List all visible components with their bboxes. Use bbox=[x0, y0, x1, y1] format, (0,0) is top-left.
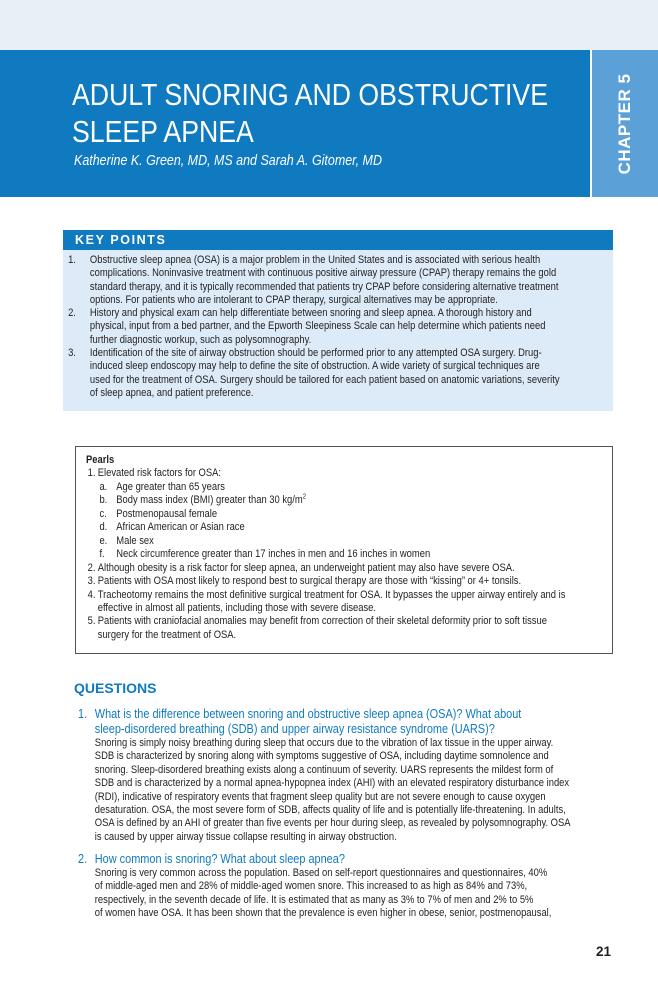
key-point: 2. History and physical exam can help differentiate between snoring and sleep apnea. A thorough history and physical, input from a bed partner, and the Epworth Sleepiness Scale can help determine which patients need further diagnostic workup, such as polysomnography. bbox=[68, 307, 546, 346]
risk-factor: b. Body mass index (BMI) greater than 30 $kg/m^2$ bbox=[99, 493, 306, 507]
chapter-title bbox=[72, 76, 571, 150]
chapter-label: CHAPTER 5 bbox=[615, 73, 634, 174]
key-point: 1. Obstructive sleep apnea (OSA) is a major problem in the United States and is associated with serious health complications. Noninvasive treatment with continuous positive airway pressure (CPAP) therapy remains the gold standard therapy, and it is typically recommended that patients try CPAP before considering alternative treatment options. For patients who are intolerant to CPAP therapy, surgical alternatives may be appropriate. bbox=[68, 254, 559, 306]
pearls-box bbox=[75, 446, 613, 654]
question-title: 1. What is the difference between snoring and obstructive sleep apnea (OSA)? What about sleep-disordered breathing (SDB) and upper airway resistance syndrome (UARS)? bbox=[78, 706, 522, 736]
question-answer: Snoring is simply noisy breathing during sleep that occurs due to the vibration of lax tissue in the upper airway. SDB is characterized by snoring along with symptoms suggestive of OSA, including daytime somnolence and snoring. Sleep-disordered breathing exists along a continuum of severity. UARS represents the mildest form of SDB and is characterized by a normal apnea-hypopnea index (AHI) with an elevated respiratory disturbance index (RDI), indicative of respiratory events that fragment sleep quality but are not severe enough to cause oxygen desaturation. OSA, the most severe form of SDB, affects quality of life and is potentially life-threatening. In adults, OSA is defined by an AHI of greater than five events per hour during sleep, as revealed by polysomnography. OSA is caused by upper airway tissue collapse resulting in airway obstruction. bbox=[94, 737, 571, 843]
chapter-tab bbox=[592, 50, 658, 197]
pearl-item: 4. Tracheotomy remains the most definitive surgical treatment for OSA. It bypasses the upper airway entirely and is effective in almost all patients, including those with severe disease. bbox=[87, 588, 566, 614]
question-2 bbox=[78, 851, 616, 921]
pearl-item: 2. Although obesity is a risk factor for sleep apnea, an underweight patient may also have severe OSA. bbox=[87, 561, 515, 574]
risk-factor: f. Neck circumference greater than 17 inches in men and 16 inches in women bbox=[99, 548, 431, 561]
risk-factor: d. African American or Asian race bbox=[99, 521, 245, 534]
risk-factor: c. Postmenopausal female bbox=[99, 507, 218, 520]
key-points-list bbox=[68, 254, 604, 400]
top-band bbox=[0, 0, 658, 50]
question-answer: Snoring is very common across the population. Based on self-report questionnaires and questionnaires, 40% of middle-aged men and 28% of middle-aged women snore. This increased to as high as 84% and 73%, respectively, in the seventh decade of life. It is estimated that as many as 3% to 7% of men and 2% to 5% of women have OSA. It has been shown that the prevalence is even higher in obese, senior, postmenopausal, bbox=[94, 867, 552, 920]
authors: Katherine K. Green, MD, MS and Sarah A. Gitomer, MD bbox=[74, 153, 382, 169]
page-number: 21 bbox=[596, 944, 612, 959]
risk-factor-list bbox=[98, 481, 607, 562]
pearl-item: 1. Elevated risk factors for OSA: a. Age greater than 65 years b. Body mass index (BMI) greater than 30 $kg/m^2$ c. Postmenopausal female d. African American or Asian race e. Male sex f. Neck circumference greater than 17 inches in men and 16 inches in women bbox=[86, 467, 607, 561]
pearls-content bbox=[86, 454, 607, 642]
pearl-item: 3. Patients with OSA most likely to respond best to surgical therapy are those with “kissing” or 4+ tonsils. bbox=[87, 575, 522, 588]
key-points-heading: KEY POINTS bbox=[63, 230, 613, 250]
pearls-list bbox=[86, 467, 607, 642]
pearl-item: 5. Patients with craniofacial anomalies may benefit from correction of their skeletal deformity prior to soft tissue surgery for the treatment of OSA. bbox=[87, 615, 547, 641]
risk-factor: a. Age greater than 65 years bbox=[99, 480, 225, 493]
question-title: 2. How common is snoring? What about sleep apnea? bbox=[78, 851, 345, 866]
questions-heading: QUESTIONS bbox=[74, 680, 157, 696]
key-point: 3. Identification of the site of airway obstruction should be performed prior to any attempted OSA surgery. Drug- induced sleep endoscopy may help to define the site of obstruction. A wide variety of surgical techniques are used for the treatment of OSA. Surgery should be tailored for each patient based on anatomic variations, severity of sleep apnea, and patient preference. bbox=[68, 347, 560, 399]
risk-factor: e. Male sex bbox=[99, 534, 154, 547]
title-line-1: ADULT SNORING AND OBSTRUCTIVE bbox=[72, 77, 549, 112]
question-1 bbox=[78, 706, 616, 844]
title-line-2: SLEEP APNEA bbox=[72, 114, 254, 149]
key-points-box bbox=[63, 230, 613, 411]
pearls-heading: Pearls bbox=[86, 454, 115, 466]
